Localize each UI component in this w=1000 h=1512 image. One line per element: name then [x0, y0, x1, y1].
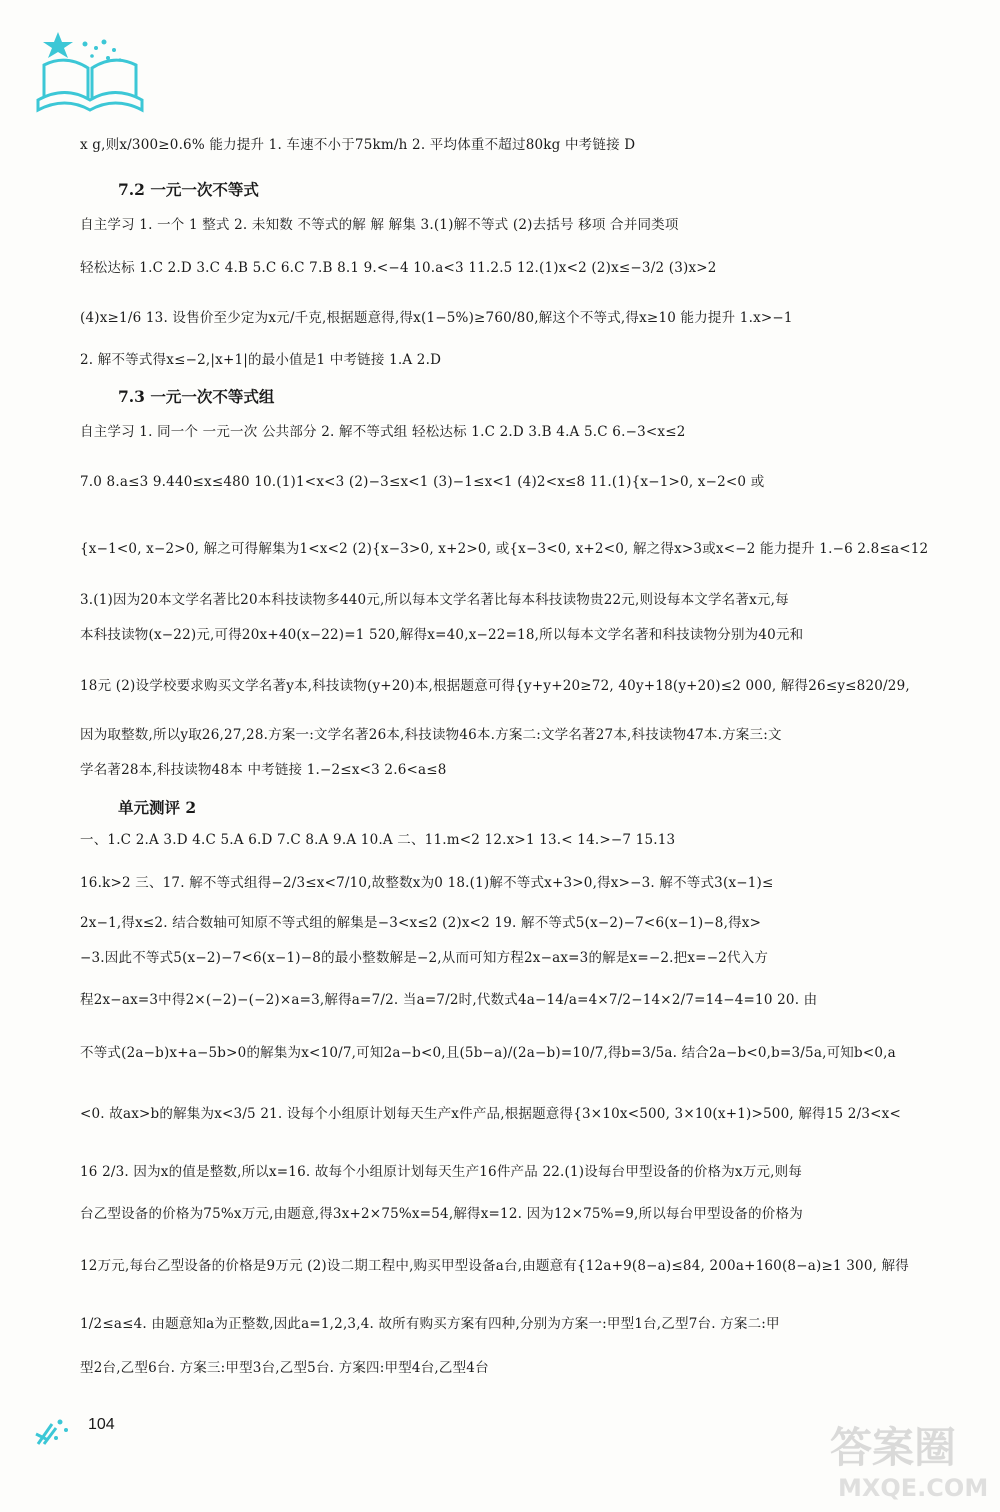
- text-line: −3.因此不等式5(x−2)−7<6(x−1)−8的最小整数解是−2,从而可知方程2x−ax=3的解是x=−2.把x=−2代入方: [80, 950, 769, 966]
- text-line: {x−1<0, x−2>0, 解之可得解集为1<x<2 (2){x−3>0, x+2>0, 或{x−3<0, x+2<0, 解之得x>3或x<−2 能力提升 1.−6 2.8≤a<12: [80, 541, 929, 557]
- text-line: 2x−1,得x≤2. 结合数轴可知原不等式组的解集是−3<x≤2 (2)x<2 19. 解不等式5(x−2)−7<6(x−1)−8,得x>: [80, 915, 762, 931]
- section-heading: 7.3 一元一次不等式组: [118, 387, 275, 406]
- text-line: 自主学习 1. 一个 1 整式 2. 未知数 不等式的解 解 解集 3.(1)解不等式 (2)去括号 移项 合并同类项: [80, 217, 679, 233]
- text-line: 本科技读物(x−22)元,可得20x+40(x−22)=1 520,解得x=40,x−22=18,所以每本文学名著和科技读物分别为40元和: [80, 627, 804, 643]
- text-line: 3.(1)因为20本文学名著比20本科技读物多440元,所以每本文学名著比每本科技读物贵22元,则设每本文学名著x元,每: [80, 592, 789, 608]
- text-line: 因为取整数,所以y取26,27,28.方案一:文学名著26本,科技读物46本.方案二:文学名著27本,科技读物47本.方案三:文: [80, 727, 782, 743]
- text-line: <0. 故ax>b的解集为x<3/5 21. 设每个小组原计划每天生产x件产品,根据题意得{3×10x<500, 3×10(x+1)>500, 解得15 2/3<x<: [80, 1106, 901, 1122]
- text-line: 轻松达标 1.C 2.D 3.C 4.B 5.C 6.C 7.B 8.1 9.<−4 10.a<3 11.2.5 12.(1)x<2 (2)x≤−3/2 (3)x>2: [80, 260, 717, 276]
- text-line: 12万元,每台乙型设备的价格是9万元 (2)设二期工程中,购买甲型设备a台,由题意有{12a+9(8−a)≤84, 200a+160(8−a)≥1 300, 解得: [80, 1258, 909, 1274]
- text-line: 7.0 8.a≤3 9.440≤x≤480 10.(1)1<x<3 (2)−3≤x<1 (3)−1≤x<1 (4)2<x≤8 11.(1){x−1>0, x−2<0 或: [80, 474, 765, 490]
- text-line: 16 2/3. 因为x的值是整数,所以x=16. 故每个小组原计划每天生产16件产品 22.(1)设每台甲型设备的价格为x万元,则每: [80, 1164, 803, 1180]
- section-heading: 单元测评 2: [118, 798, 197, 817]
- text-line: 型2台,乙型6台. 方案三:甲型3台,乙型5台. 方案四:甲型4台,乙型4台: [80, 1360, 489, 1376]
- text-line: (4)x≥1/6 13. 设售价至少定为x元/千克,根据题意得,得x(1−5%)≥760/80,解这个不等式,得x≥10 能力提升 1.x>−1: [80, 310, 793, 326]
- text-line: 学名著28本,科技读物48本 中考链接 1.−2≤x<3 2.6<a≤8: [80, 762, 447, 778]
- svg-text:MXQE.COM: MXQE.COM: [838, 1474, 989, 1502]
- text-line: 台乙型设备的价格为75%x万元,由题意,得3x+2×75%x=54,解得x=12. 因为12×75%=9,所以每台甲型设备的价格为: [80, 1206, 803, 1222]
- text-line: 不等式(2a−b)x+a−5b>0的解集为x<10/7,可知2a−b<0,且(5b−a)/(2a−b)=10/7,得b=3/5a. 结合2a−b<0,b=3/5a,可知b<0,a: [80, 1045, 896, 1061]
- text-line: 程2x−ax=3中得2×(−2)−(−2)×a=3,解得a=7/2. 当a=7/2时,代数式4a−14/a=4×7/2−14×2/7=14−4=10 20. 由: [80, 992, 818, 1008]
- text-line: x g,则x/300≥0.6% 能力提升 1. 车速不小于75km/h 2. 平均体重不超过80kg 中考链接 D: [80, 137, 636, 153]
- page-number: 104: [88, 1416, 115, 1433]
- watermark-logo: [820, 1410, 990, 1505]
- sparkle-decoration-icon: [34, 1414, 84, 1448]
- svg-text:答案圈: 答案圈: [830, 1423, 957, 1472]
- text-line: 自主学习 1. 同一个 一元一次 公共部分 2. 解不等式组 轻松达标 1.C 2.D 3.B 4.A 5.C 6.−3<x≤2: [80, 424, 686, 440]
- text-line: 2. 解不等式得x≤−2,|x+1|的最小值是1 中考链接 1.A 2.D: [80, 352, 442, 368]
- text-line: 1/2≤a≤4. 由题意知a为正整数,因此a=1,2,3,4. 故所有购买方案有四种,分别为方案一:甲型1台,乙型7台. 方案二:甲: [80, 1316, 780, 1332]
- section-heading: 7.2 一元一次不等式: [118, 180, 259, 199]
- book-star-logo-icon: [30, 30, 150, 115]
- text-line: 一、1.C 2.A 3.D 4.C 5.A 6.D 7.C 8.A 9.A 10.A 二、11.m<2 12.x>1 13.< 14.>−7 15.13: [80, 832, 676, 848]
- text-line: 16.k>2 三、17. 解不等式组得−2/3≤x<7/10,故整数x为0 18.(1)解不等式x+3>0,得x>−3. 解不等式3(x−1)≤: [80, 875, 774, 891]
- text-line: 18元 (2)设学校要求购买文学名著y本,科技读物(y+20)本,根据题意可得{y+y+20≥72, 40y+18(y+20)≤2 000, 解得26≤y≤820/29,: [80, 678, 910, 694]
